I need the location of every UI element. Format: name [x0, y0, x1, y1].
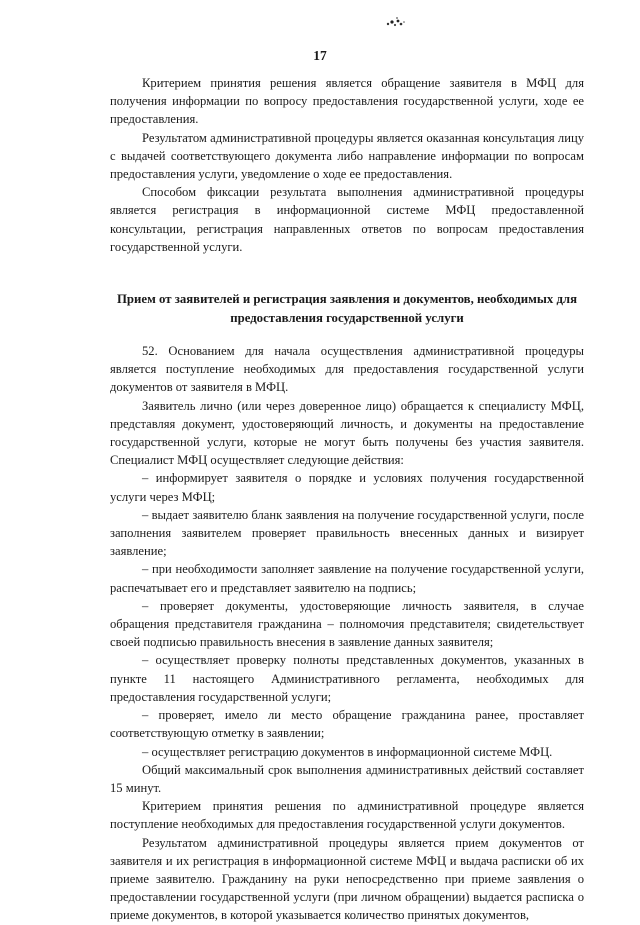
list-item: – осуществляет регистрацию документов в информационной системе МФЦ. [142, 744, 553, 759]
paragraph: 52. Основанием для начала осуществления административной процедуры является поступление необходимых для предоставления государственной услуги документов от заявителя в МФЦ. [110, 344, 584, 395]
paragraph: Способом фиксации результата выполнения административной процедуры является регистрация в информационной системе МФЦ предоставленной консультации, регистрация направленных ответов по вопросам предоставления государственной услуги. [110, 185, 584, 254]
section-heading: Прием от заявителей и регистрация заявления и документов, необходимых для предоставления государственной услуги [116, 292, 578, 325]
paragraph: Заявитель лично (или через доверенное лицо) обращается к специалисту МФЦ, представляя документ, удостоверяющий личность, и документы на предоставление государственной услуги, которые не могут быть получены без участия заявителя. Специалист МФЦ осуществляет следующие действия: [110, 398, 584, 468]
page-number: 17 [313, 48, 327, 63]
scan-mark [383, 15, 409, 29]
list-item: – проверяет документы, удостоверяющие личность заявителя, в случае обращения представителя гражданина – полномочия представителя; свидетельствует своей подписью правильность внесения в заявление данных заявителя; [110, 598, 584, 650]
document-body [110, 74, 584, 925]
paragraph: Критерием принятия решения является обращение заявителя в МФЦ для получения информации по вопросу предоставления государственной услуги, ходе ее предоставления. [110, 76, 584, 127]
paragraph: Результатом административной процедуры является прием документов от заявителя и их регистрация в информационной системе МФЦ и выдача расписки об их приеме заявителю. Гражданину на руки непосредственно при приеме заявления о предоставлении государственной услуги (при личном обращении) выдается расписка о приеме документов, в которой указывается количество принятых документов, [110, 835, 584, 923]
paragraph: Общий максимальный срок выполнения административных действий составляет 15 минут. [110, 762, 584, 795]
list-item: – при необходимости заполняет заявление на получение государственной услуги, распечатывает его и представляет заявителю на подпись; [110, 562, 584, 595]
paragraph: Результатом административной процедуры является оказанная консультация лицу с выдачей соответствующего документа либо направление информации по вопросам предоставления услуги, уведомление о ходе ее предоставления. [110, 130, 584, 182]
list-item: – информирует заявителя о порядке и условиях получения государственной услуги через МФЦ; [110, 471, 584, 504]
list-item: – выдает заявителю бланк заявления на получение государственной услуги, после заполнения заявителем проверяет правильность внесенных данных и визирует заявление; [110, 507, 584, 559]
list-item: – осуществляет проверку полноты представленных документов, указанных в пункте 11 настоящего Административного регламента, необходимых для предоставления государственной услуги; [110, 653, 584, 704]
list-item: – проверяет, имело ли место обращение гражданина ранее, проставляет соответствующую отметку в заявлении; [110, 708, 584, 741]
paragraph: Критерием принятия решения по административной процедуре является поступление необходимых для предоставления государственной услуги документов. [110, 799, 584, 832]
